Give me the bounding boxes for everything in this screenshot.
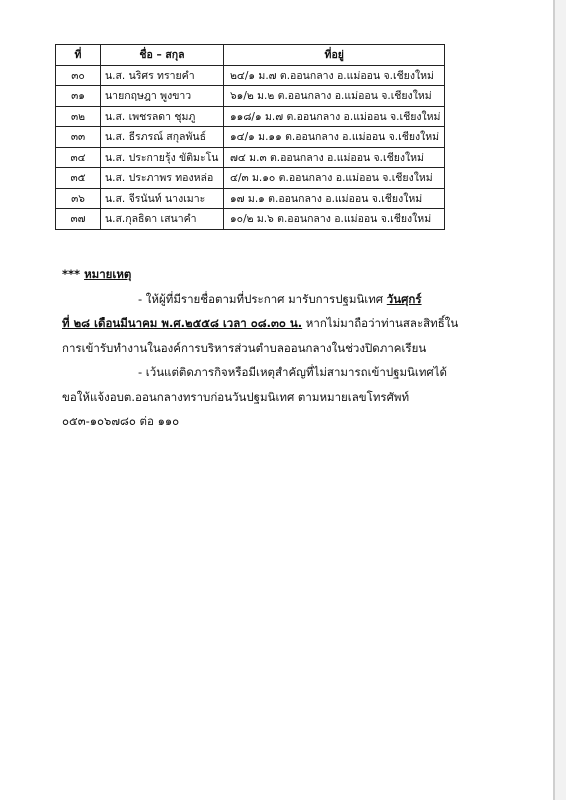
header-address: ที่อยู่ — [224, 45, 445, 66]
note-marker: *** — [62, 267, 81, 281]
row-number: ๓๗ — [56, 209, 101, 230]
row-number: ๓๓ — [56, 127, 101, 148]
note-title: หมายเหตุ — [84, 267, 132, 281]
note-heading — [62, 262, 522, 287]
page-edge-shadow — [555, 0, 566, 800]
note-text: หากไม่มาถือว่าท่านสละสิทธิ์ใน — [302, 316, 459, 330]
header-number: ที่ — [56, 45, 101, 66]
row-number: ๓๔ — [56, 147, 101, 168]
row-number: ๓๒ — [56, 106, 101, 127]
row-name: น.ส. ประกายรุ้ง ขัติมะโน — [101, 147, 224, 168]
row-address: ๗๔ ม.๓ ต.ออนกลาง อ.แม่ออน จ.เชียงใหม่ — [224, 147, 445, 168]
row-number: ๓๐ — [56, 65, 101, 86]
table-row — [56, 127, 445, 148]
row-number: ๓๑ — [56, 86, 101, 107]
row-number: ๓๕ — [56, 168, 101, 189]
note-section — [62, 262, 522, 434]
table-row — [56, 86, 445, 107]
row-address: ๒๔/๑ ม.๗ ต.ออนกลาง อ.แม่ออน จ.เชียงใหม่ — [224, 65, 445, 86]
row-address: ๖๑/๒ ม.๒ ต.ออนกลาง อ.แม่ออน จ.เชียงใหม่ — [224, 86, 445, 107]
row-name: น.ส. เพชรลดา ชุมภู — [101, 106, 224, 127]
note-paragraph-1-line-2 — [62, 311, 522, 336]
row-address: ๑๑๘/๑ ม.๗ ต.ออนกลาง อ.แม่ออน จ.เชียงใหม่ — [224, 106, 445, 127]
roster-table — [55, 44, 445, 230]
note-date-emphasis: วันศุกร์ — [386, 291, 422, 306]
note-date-emphasis: ที่ ๒๘ เดือนมีนาคม พ.ศ.๒๕๕๘ เวลา ๐๘.๓๐ น. — [62, 316, 303, 330]
row-address: ๔/๓ ม.๑๐ ต.ออนกลาง อ.แม่ออน จ.เชียงใหม่ — [224, 168, 445, 189]
row-name: นายกฤษฎา พูงขาว — [101, 86, 224, 107]
row-address: ๑๐/๒ ม.๖ ต.ออนกลาง อ.แม่ออน จ.เชียงใหม่ — [224, 209, 445, 230]
row-address: ๑๗ ม.๑ ต.ออนกลาง อ.แม่ออน จ.เชียงใหม่ — [224, 188, 445, 209]
header-name: ชื่อ – สกุล — [101, 45, 224, 66]
table-row — [56, 209, 445, 230]
note-paragraph-2-line-2: ขอให้แจ้งอบต.ออนกลางทราบก่อนวันปฐมนิเทศ ตามหมายเลขโทรศัพท์ — [62, 389, 410, 404]
row-number: ๓๖ — [56, 188, 101, 209]
table-row — [56, 106, 445, 127]
row-name: น.ส.กุลธิดา เสนาคำ — [101, 209, 224, 230]
table-row — [56, 168, 445, 189]
row-name: น.ส. ประภาพร ทองหล่อ — [101, 168, 224, 189]
note-paragraph-1-line-1 — [62, 287, 522, 312]
table-row — [56, 65, 445, 86]
note-phone-line: ๐๕๓-๑๐๖๗๘๐ ต่อ ๑๑๐ — [62, 414, 180, 428]
table-row — [56, 188, 445, 209]
note-paragraph-1-line-3: การเข้ารับทำงานในองค์การบริหารส่วนตำบลออนกลางในช่วงปิดภาคเรียน — [62, 340, 427, 355]
note-paragraph-2-line-1: - เว้นแต่ติดภารกิจหรือมีเหตุสำคัญที่ไม่สามารถเข้าปฐมนิเทศได้ — [138, 365, 447, 379]
row-name: น.ส. ธีรภรณ์ สกุลพันธ์ — [101, 127, 224, 148]
row-address: ๑๔/๑ ม.๑๑ ต.ออนกลาง อ.แม่ออน จ.เชียงใหม่ — [224, 127, 445, 148]
note-text: - ให้ผู้ที่มีรายชื่อตามที่ประกาศ มารับการปฐมนิเทศ — [138, 291, 387, 306]
table-header-row — [56, 45, 445, 66]
row-name: น.ส. จีรนันท์ นางเมาะ — [101, 188, 224, 209]
table-row — [56, 147, 445, 168]
row-name: น.ส. นริศร ทรายคำ — [101, 65, 224, 86]
